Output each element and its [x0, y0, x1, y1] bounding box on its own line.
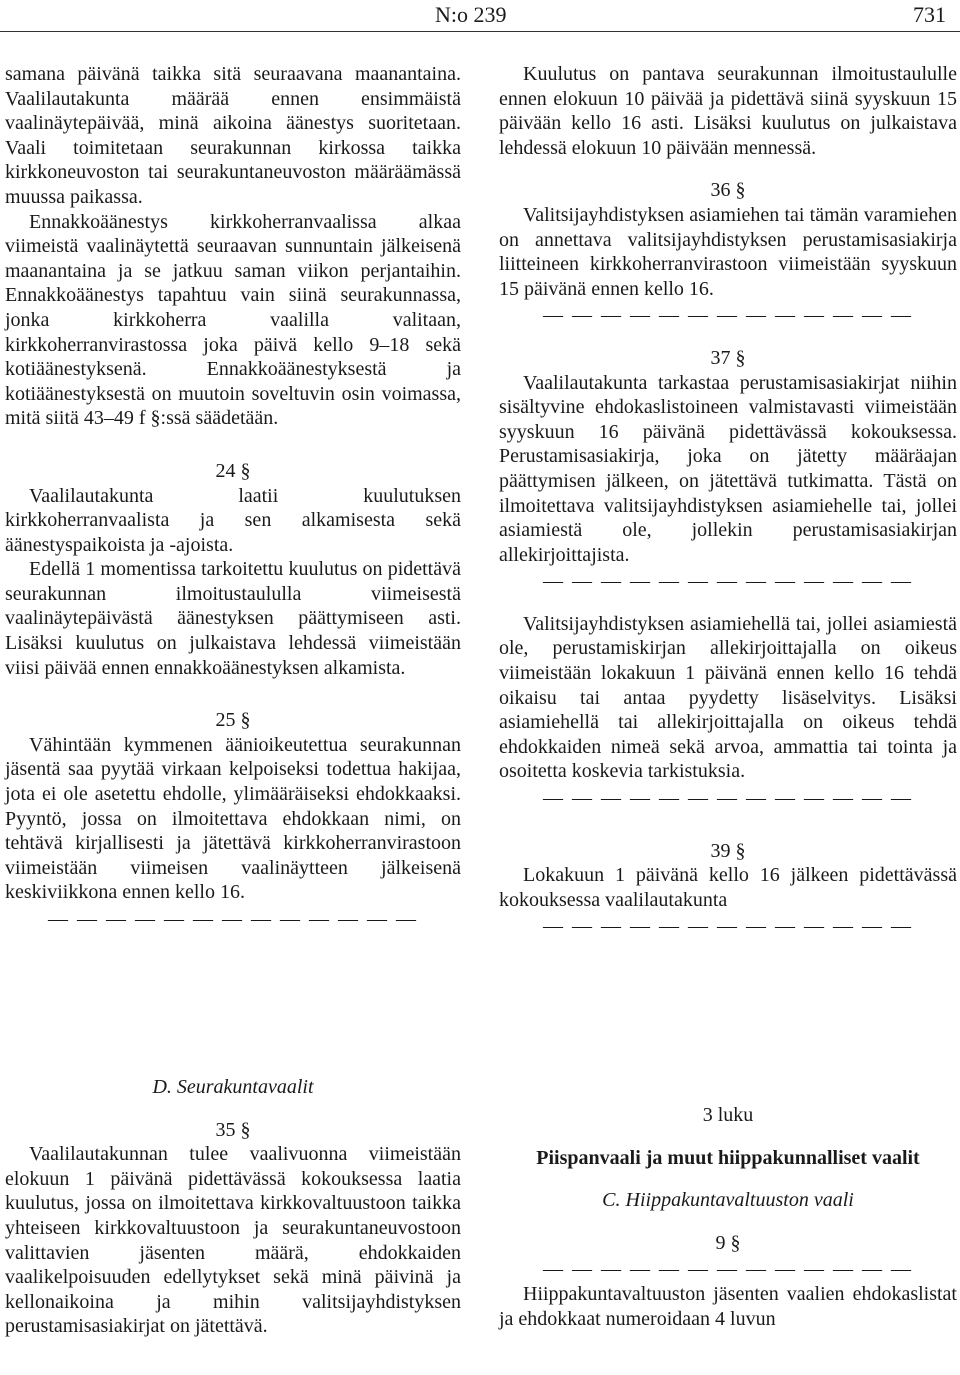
omission-dashes: — — — — — — — — — — — — — — [543, 570, 913, 593]
section-number: 25 § — [215, 709, 251, 732]
section-number: 9 § — [715, 1231, 741, 1254]
page-number: 731 — [913, 2, 946, 27]
section-number: 35 § — [215, 1118, 251, 1141]
paragraph: Kuulutus on pantava seurakunnan ilmoitustaululle ennen elokuun 10 päivää ja pidettävä siinä syyskuun 15 päivään kello 16 asti. Lisäksi kuulutus on julkaistava lehdessä elokuun 10 päivään mennessä. — [499, 63, 957, 159]
paragraph: Vaalilautakunta laatii kuulutuksen kirkkoherranvaalista ja sen alkamisesta sekä äänestyspaikoista ja -ajoista. — [5, 484, 461, 556]
paragraph: Lokakuun 1 päivänä kello 16 jälkeen pidettävässä kokouksessa vaalilautakunta — [499, 864, 957, 911]
chapter-title: Piispanvaali ja muut hiippakunnalliset vaalit — [536, 1146, 920, 1169]
header-rule — [0, 31, 960, 32]
omission-dashes: — — — — — — — — — — — — — — [543, 915, 913, 938]
paragraph: Vaalilautakunta tarkastaa perustamisasiakirjat niihin sisältyvine ehdokaslistoineen valmistavasti viimeistään syyskuun 16 päivänä pidettävässä kokouksessa. Perustamisasiakirja, joka on jätetty määräajan päättymisen jälkeen, on jätettävä tutkimatta. Tästä on ilmoitettava valitsijayhdistyksen asiamiehelle tai, jollei asiamiestä ole, jollekin perustamisasiakirjan allekirjoittajista. — [499, 371, 957, 566]
right-column-lower — [499, 1103, 957, 1331]
section-number: 24 § — [215, 459, 251, 482]
omission-dashes: — — — — — — — — — — — — — — [48, 908, 418, 930]
omission-dashes: — — — — — — — — — — — — — — [543, 304, 913, 327]
paragraph: Vaalilautakunnan tulee vaalivuonna viimeistään elokuun 1 päivänä pidettävässä kokouksessa laatia kuulutus, jossa on ilmoitettava kirkkovaltuustoon taikka yhteiseen kirkkovaltuustoon ja seurakuntaneuvostoon valittavien jäsenten määrä, ehdokkaiden vaalikelpoisuuden edellytykset sekä minä päivinä ja kellonaikoina ja mihin valitsijayhdistyksen perustamisasiakirjat on jätettävä. — [5, 1143, 461, 1338]
paragraph: Valitsijayhdistyksen asiamiehellä tai, jollei asiamiestä ole, perustamiskirjan allekirjoittajalla on oikeus viimeistään lokakuun 1 päivänä ennen kello 16 tehdä oikaisu tai antaa pyydetty lisäselvitys. Lisäksi asiamiehellä tai allekirjoittajalla on oikeus tehdä ehdokkaiden nimeä sekä arvoa, ammattia tai tointa ja osoitetta koskevia tarkistuksia. — [499, 612, 957, 783]
paragraph: Valitsijayhdistyksen asiamiehen tai tämän varamiehen on annettava valitsijayhdistyksen perustamisasiakirja liitteineen kirkkoherranvirastoon viimeistään syyskuun 15 päivänä ennen kello 16. — [499, 203, 957, 300]
section-number: 39 § — [710, 839, 746, 862]
paragraph: samana päivänä taikka sitä seuraavana maanantaina. Vaalilautakunta määrää ennen ensimmäistä vaalinäytepäivää, minä aikoina äänestys suoritetaan. Vaali toimitetaan seurakunnan kirkossa taikka kirkkoneuvoston tai seurakuntaneuvoston määräämässä muussa paikassa. — [5, 63, 461, 208]
paragraph: Edellä 1 momentissa tarkoitettu kuulutus on pidettävä seurakunnan ilmoitustaululla viimeisestä vaalinäytepäivästä äänestyksen päättymiseen asti. Lisäksi kuulutus on julkaistava lehdessä viimeistään viisi päivää ennen ennakkoäänestyksen alkamista. — [5, 558, 461, 679]
subchapter-heading: D. Seurakuntavaalit — [152, 1076, 314, 1098]
left-column — [5, 62, 461, 932]
chapter-number: 3 luku — [702, 1104, 754, 1126]
section-number: 36 § — [710, 179, 746, 202]
statute-number: N:o 239 — [435, 2, 507, 27]
left-column-lower — [5, 1075, 461, 1339]
section-number: 37 § — [710, 346, 746, 369]
paragraph: Hiippakuntavaltuuston jäsenten vaalien ehdokaslistat ja ehdokkaat numeroidaan 4 luvun — [499, 1282, 957, 1330]
subchapter-heading: C. Hiippakuntavaltuuston vaali — [602, 1189, 854, 1212]
paragraph: Ennakkoäänestys kirkkoherranvaalissa alkaa viimeistä vaalinäytettä seuraavan sunnuntain jälkeisenä maanantaina ja se jatkuu saman viikon perjantaihin. Ennakkoäänestys tapahtuu vain siinä seurakunnassa, jonka kirkkoherra vaalilla valitaan, kirkkoherranvirastossa joka päivä kello 9–18 sekä kotiäänestyksenä. Ennakkoäänestyksestä ja kotiäänestyksestä on muutoin soveltuvin osin voimassa, mitä siitä 43–49 f §:ssä säädetään. — [5, 210, 461, 430]
omission-dashes: — — — — — — — — — — — — — — [543, 1258, 913, 1281]
right-column — [499, 62, 957, 939]
paragraph: Vähintään kymmenen äänioikeutettua seurakunnan jäsentä saa pyytää virkaan kelpoiseksi todettua hakijaa, jota ei ole asetettu ehdolle, ylimääräiseksi ehdokkaaksi. Pyyntö, jossa on ilmoitettava ehdokkaan nimi, on tehtävä kirjallisesti ja jätettävä kirkkoherranvirastoon viimeistään viimeisen vaalinäytteen jälkeisenä keskiviikkona ennen kello 16. — [5, 733, 461, 904]
page-header — [0, 0, 960, 30]
omission-dashes: — — — — — — — — — — — — — — [543, 787, 913, 810]
